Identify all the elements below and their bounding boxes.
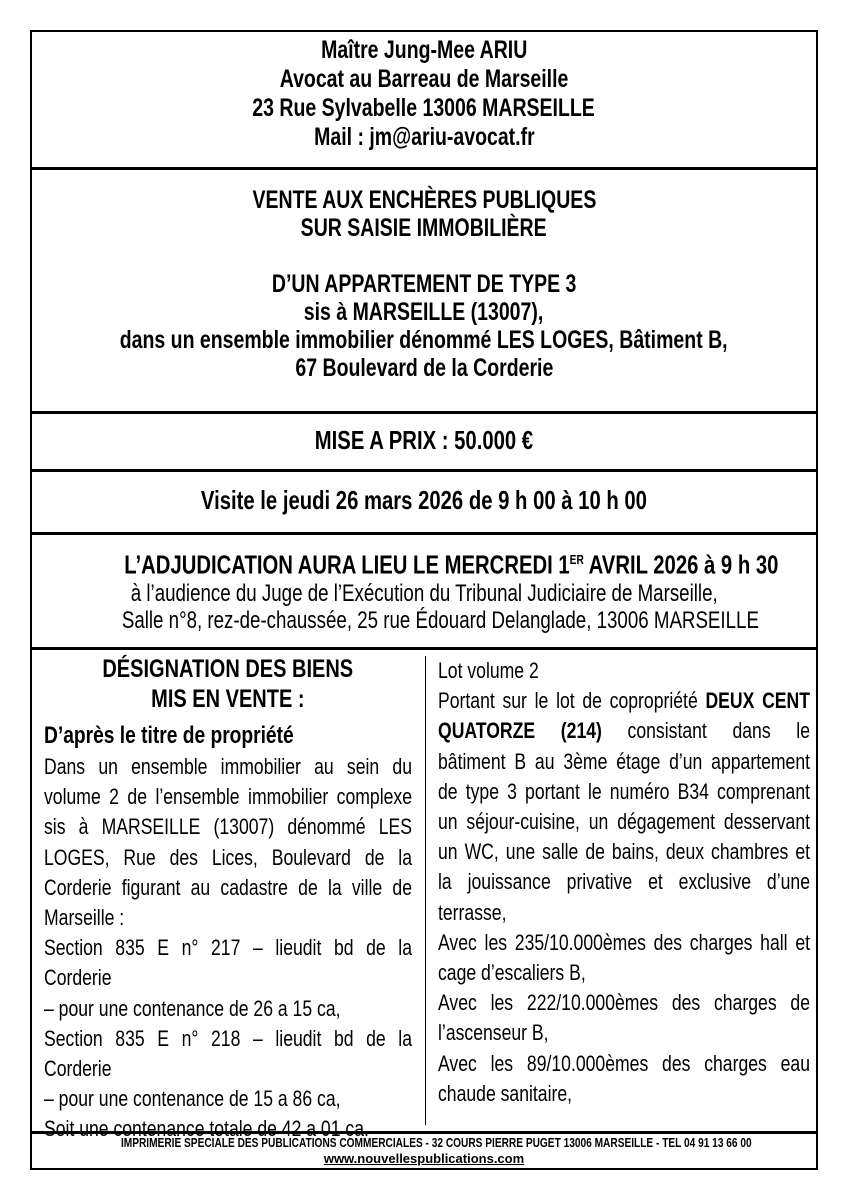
ordinal-suffix: ER [569, 552, 584, 567]
lawyer-name: Maître Jung-Mee ARIU [320, 36, 528, 64]
lawyer-address: 23 Rue Sylvabelle 13006 MARSEILLE [252, 94, 596, 122]
text-line: bâtiment B au 3ème étage d’un appartement [438, 748, 810, 774]
sale-line-4: sis à MARSEILLE (13007), [304, 298, 544, 326]
designation-heading-1: DÉSIGNATION DES BIENS [102, 655, 354, 683]
lawyer-header [32, 32, 816, 170]
visit-section [32, 472, 816, 535]
text-line: Dans un ensemble immobilier au sein du [44, 754, 412, 779]
designation-right-column [438, 650, 810, 1131]
text-line: un WC, une salle de bains, deux chambres et [438, 839, 810, 865]
text-line: l’ascenseur B, [438, 1020, 549, 1046]
legal-notice [30, 30, 818, 1170]
left-text [44, 752, 412, 1145]
column-divider [425, 656, 426, 1125]
text-line: volume 2 de l’ensemble immobilier complexe [44, 784, 412, 810]
printer-footer [32, 1134, 816, 1168]
text-line: sis à MARSEILLE (13007) dénommé LES [44, 814, 412, 840]
text-line: Corderie figurant au cadastre de la ville de [44, 874, 412, 900]
sale-line-3: D’UN APPARTEMENT DE TYPE 3 [271, 270, 577, 298]
lot-number-words-2: QUATORZE (214) [438, 718, 602, 744]
lot-volume: Lot volume 2 [438, 658, 539, 683]
text-line: la jouissance privative et exclusive d’une [438, 869, 810, 895]
text-line: un séjour-cuisine, un dégagement desservant [438, 809, 810, 835]
right-text [438, 747, 810, 1109]
sale-line-6: 67 Boulevard de la Corderie [295, 354, 553, 382]
text-line: Marseille : [44, 905, 125, 931]
designation-left-column [44, 650, 412, 1142]
printer-info: IMPRIMERIE SPECIALE DES PUBLICATIONS COMMERCIALES - 32 COURS PIERRE PUGET 13006 MARSEILLE - TEL 04 91 13 66 00 [120, 1135, 752, 1150]
sale-line-1: VENTE AUX ENCHÈRES PUBLIQUES [252, 186, 596, 214]
lot-intro: Portant sur le lot de copropriété [438, 688, 706, 714]
text-line: – pour une contenance de 15 a 86 ca, [44, 1086, 341, 1112]
sale-title [32, 170, 816, 414]
text-line: Section 835 E n° 218 – lieudit bd de la Corderie [44, 1025, 412, 1082]
lot-after: consistant dans le [601, 718, 810, 744]
text-line: Section 835 E n° 217 – lieudit bd de la Corderie [44, 935, 412, 991]
visit-info: Visite le jeudi 26 mars 2026 de 9 h 00 à 10 h 00 [200, 485, 648, 515]
text-line: chaude sanitaire, [438, 1080, 573, 1106]
price-section [32, 414, 816, 472]
sale-line-2: SUR SAISIE IMMOBILIÈRE [301, 214, 547, 242]
sale-line-5-bold: LES LOGES, Bâtiment B, [497, 326, 728, 354]
lawyer-mail: Mail : jm@ariu-avocat.fr [313, 123, 535, 151]
text-line: LOGES, Rue des Lices, Boulevard de la [44, 844, 412, 870]
title-deed-subheading: D’après le titre de propriété [44, 722, 294, 749]
text-line: Avec les 235/10.000èmes des charges hall et [438, 929, 810, 955]
starting-price: MISE A PRIX : 50.000 € [314, 425, 534, 455]
adjudication-heading: L’ADJUDICATION AURA LIEU LE MERCREDI 1ER AVRIL 2026 à 9 h 30 [124, 549, 779, 580]
sale-line-5: dans un ensemble immobilier dénommé [120, 326, 498, 354]
designation-heading-2: MIS EN VENTE : [151, 685, 305, 713]
hearing-room: Salle n°8, rez-de-chaussée, 25 rue Édouard Delanglade, 13006 MARSEILLE [121, 606, 759, 634]
text-line: de type 3 portant le numéro B34 comprenant [438, 778, 810, 804]
text-line: Avec les 222/10.000èmes des charges de [438, 990, 810, 1016]
text-line: cage d’escaliers B, [438, 960, 586, 986]
adjudication-section [32, 535, 816, 650]
hearing-court: à l’audience du Juge de l’Exécution du Tribunal Judiciaire de Marseille, [130, 579, 718, 607]
lawyer-title: Avocat au Barreau de Marseille [279, 65, 569, 93]
text-line: Avec les 89/10.000èmes des charges eau [438, 1050, 810, 1076]
printer-website[interactable]: www.nouvellespublications.com [323, 1151, 525, 1166]
designation-section [32, 650, 816, 1142]
text-line: – pour une contenance de 26 a 15 ca, [44, 995, 341, 1021]
lot-number-words-1: DEUX CENT [705, 688, 810, 714]
text-line: Soit une contenance totale de 42 a 01 ca. [44, 1116, 369, 1142]
text-line: terrasse, [438, 899, 507, 925]
